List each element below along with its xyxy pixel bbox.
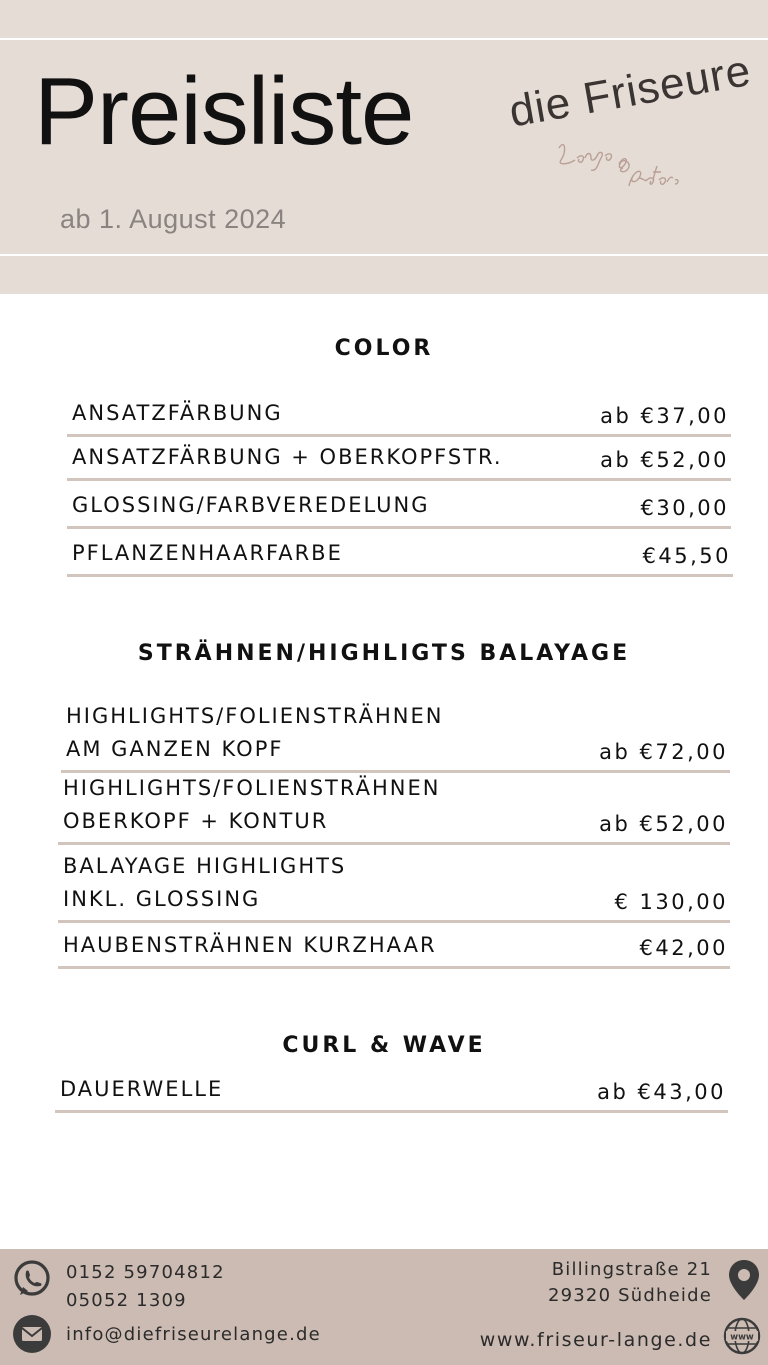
price-row: [58, 932, 730, 969]
page-title: Preisliste: [34, 58, 414, 165]
address-city: 29320 Südheide: [547, 1285, 712, 1306]
mail-icon[interactable]: [12, 1314, 52, 1354]
service-name: ANSATZFÄRBUNG: [72, 401, 283, 425]
signature-logo-lange-peters: [555, 138, 695, 208]
price-row: [61, 702, 730, 773]
phone-mobile[interactable]: 0152 59704812: [66, 1262, 225, 1283]
price-row: [55, 1076, 728, 1113]
header-bottom-rule: [0, 254, 768, 256]
website-url[interactable]: www.friseur-lange.de: [479, 1329, 712, 1351]
service-name: [63, 850, 346, 916]
valid-from-date: ab 1. August 2024: [60, 204, 287, 234]
section-title-highlights: STRÄHNEN/HIGHLIGTS BALAYAGE: [137, 641, 631, 666]
service-name: HAUBENSTRÄHNEN KURZHAAR: [63, 933, 437, 957]
service-price: ab €72,00: [599, 740, 728, 764]
service-name-line2: INKL. GLOSSING: [63, 887, 261, 911]
header-banner: [0, 0, 768, 294]
service-price: ab €37,00: [600, 404, 729, 428]
email-address[interactable]: info@diefriseurelange.de: [66, 1324, 321, 1345]
svg-text:www: www: [730, 1332, 754, 1343]
price-row: [67, 446, 731, 481]
service-name: GLOSSING/FARBVEREDELUNG: [72, 493, 430, 517]
location-pin-icon[interactable]: [726, 1258, 762, 1302]
service-name: PFLANZENHAARFARBE: [72, 541, 343, 565]
price-row: [67, 542, 733, 577]
service-name-line1: BALAYAGE HIGHLIGHTS: [63, 854, 347, 878]
salon-logo-wordmark: die Friseure: [505, 45, 755, 137]
whatsapp-icon[interactable]: [12, 1259, 52, 1299]
service-name-line2: AM GANZEN KOPF: [66, 737, 284, 761]
service-price: ab €43,00: [597, 1080, 726, 1104]
price-row: [58, 852, 730, 923]
price-row: [67, 494, 731, 529]
section-title-color: COLOR: [334, 336, 434, 361]
service-price: ab €52,00: [599, 812, 728, 836]
service-name: [63, 772, 440, 838]
service-name-line1: HIGHLIGHTS/FOLIENSTRÄHNEN: [63, 776, 441, 800]
service-name-line1: HIGHLIGHTS/FOLIENSTRÄHNEN: [66, 704, 444, 728]
service-price: ab €52,00: [600, 448, 729, 472]
service-price: €45,50: [642, 544, 731, 568]
section-title-curl-wave: CURL & WAVE: [282, 1033, 486, 1058]
service-price: €30,00: [640, 496, 729, 520]
price-row: [58, 776, 730, 845]
service-name: DAUERWELLE: [60, 1077, 224, 1101]
address-street: Billingstraße 21: [551, 1259, 712, 1280]
header-top-rule: [0, 38, 768, 40]
service-name-line2: OBERKOPF + KONTUR: [63, 809, 329, 833]
price-row: [67, 400, 731, 437]
service-name: ANSATZFÄRBUNG + OBERKOPFSTR.: [72, 445, 503, 469]
service-name: [66, 700, 443, 766]
service-price: €42,00: [639, 936, 728, 960]
phone-landline[interactable]: 05052 1309: [66, 1290, 187, 1311]
globe-www-icon[interactable]: [722, 1316, 762, 1356]
contact-footer: [0, 1249, 768, 1365]
service-price: € 130,00: [614, 890, 728, 914]
